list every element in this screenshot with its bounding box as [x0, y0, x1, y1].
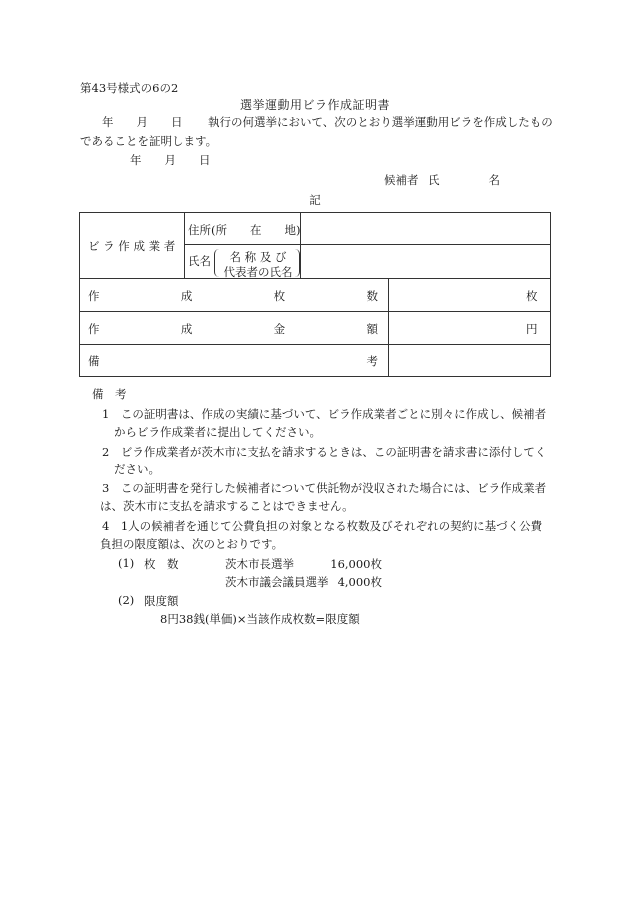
name-detail-1: 名 称 及 び — [229, 250, 287, 264]
note-text: この証明書は、作成の実績に基づいて、ビラ作成業者ごとに別々に作成し、候補者 — [120, 407, 547, 421]
intro-line-2: であることを証明します。 — [80, 134, 218, 148]
address-label: 住所(所 在 地) — [188, 223, 301, 237]
name-value[interactable] — [302, 246, 548, 277]
count-label-char: 数 — [366, 289, 378, 303]
candidate-name-field — [428, 174, 500, 188]
note-4 — [102, 518, 542, 534]
remarks-label — [88, 353, 378, 369]
certificate-table — [79, 212, 551, 377]
amount-label-char: 額 — [366, 322, 378, 336]
address-value[interactable] — [302, 215, 548, 243]
intro-date-blank: 年 月 日 — [102, 115, 183, 129]
note-2-cont: ださい。 — [114, 462, 160, 476]
form-number: 第43号様式の6の2 — [80, 81, 179, 95]
limit-row-mayor-election: 茨木市長選挙 — [225, 557, 294, 571]
count-label-char: 作 — [88, 289, 100, 303]
limit-row-council-count: 4,000枚 — [337, 575, 382, 589]
amount-label-char: 作 — [88, 322, 100, 336]
candidate-label: 候補者 — [384, 173, 419, 187]
limit-row-council-election: 茨木市議会議員選挙 — [225, 575, 329, 589]
intro-text-1: 執行の何選挙において、次のとおり選挙運動用ビラを作成したもの — [208, 115, 553, 129]
intro-line-1 — [80, 116, 553, 130]
amount-label-char: 成 — [180, 322, 193, 336]
name-label: 氏名 — [188, 254, 211, 268]
remarks-label-char: 備 — [88, 354, 100, 368]
certification-date: 年 月 日 — [130, 153, 211, 167]
name-detail-bracket — [214, 249, 300, 277]
note-number: 4 — [102, 519, 110, 533]
note-number: 2 — [102, 445, 110, 459]
amount-unit: 円 — [526, 322, 538, 336]
note-number: 3 — [102, 481, 110, 495]
count-label-char: 成 — [180, 289, 193, 303]
candidate-name-char: 氏 — [428, 173, 440, 187]
note-3 — [102, 480, 546, 496]
sub1-label: (1) — [118, 556, 135, 570]
ki-heading: 記 — [309, 193, 321, 207]
sub1-title: 枚 数 — [144, 557, 179, 571]
document-title: 選挙運動用ビラ作成証明書 — [239, 98, 390, 112]
count-label-char: 枚 — [273, 289, 286, 303]
count-unit: 枚 — [526, 289, 538, 303]
maker-label: ビ ラ 作 成 業 者 — [88, 239, 176, 253]
sub2-label: (2) — [118, 593, 135, 607]
note-2 — [102, 444, 546, 460]
amount-label-char: 金 — [273, 322, 286, 336]
amount-label — [88, 321, 378, 337]
limit-row-mayor-count: 16,000枚 — [330, 557, 382, 571]
note-1-cont: からビラ作成業者に提出してください。 — [114, 425, 321, 439]
note-4-cont: 負担の限度額は、次のとおりです。 — [100, 537, 284, 551]
note-text: 1人の候補者を通じて公費負担の対象となる枚数及びそれぞれの契約に基づく公費 — [120, 519, 543, 533]
notes-heading: 備 考 — [92, 387, 127, 401]
count-label — [88, 288, 378, 304]
limit-formula: 8円38銭(単価)×当該作成枚数=限度額 — [160, 612, 360, 626]
name-detail-2: 代表者の氏名 — [223, 265, 293, 279]
note-1 — [102, 406, 546, 422]
candidate-name-char: 名 — [488, 173, 500, 187]
note-text: この証明書を発行した候補者について供託物が没収された場合には、ビラ作成業者 — [120, 481, 547, 495]
remarks-label-char: 考 — [366, 354, 378, 368]
note-3-cont: は、茨木市に支払を請求することはできません。 — [100, 499, 354, 513]
note-text: ビラ作成業者が茨木市に支払を請求するときは、この証明書を請求書に添付してく — [120, 445, 547, 459]
note-number: 1 — [102, 407, 110, 421]
sub2-title: 限度額 — [144, 594, 179, 608]
